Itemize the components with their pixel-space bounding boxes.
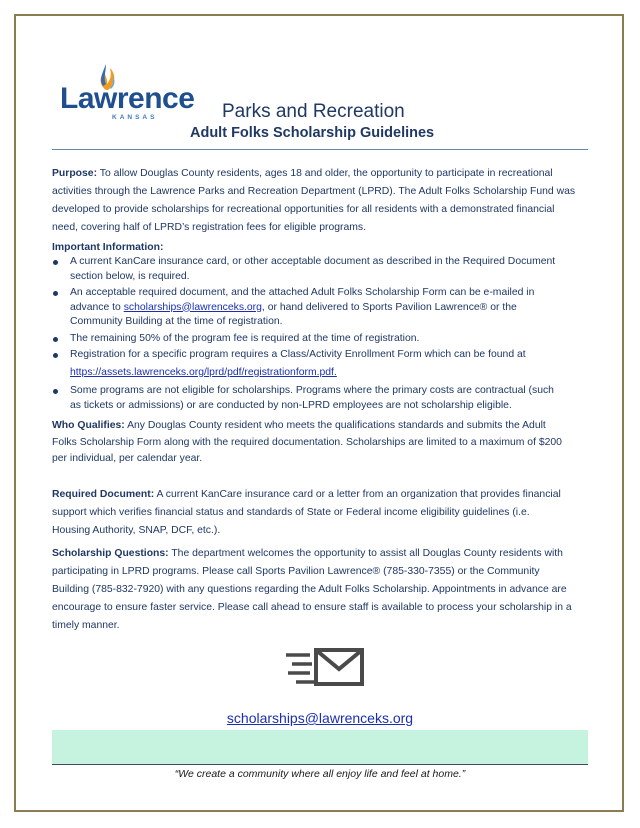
- questions-line: participating in LPRD programs. Please call Sports Pavilion Lawrence® (785-330-7355) or the Community: [52, 566, 540, 577]
- envelope-icon: [284, 647, 366, 689]
- list-item: [52, 255, 582, 284]
- registration-form-link[interactable]: https://assets.lawrenceks.org/lprd/pdf/registrationform.pdf.: [70, 366, 337, 378]
- required-line: A current KanCare insurance card or a letter from an organization that provides financial: [154, 489, 561, 500]
- required-document-section: [52, 486, 582, 540]
- list-item-text: Some programs are not eligible for scholarships. Programs where the primary costs are contractual (such: [70, 385, 554, 396]
- list-item-text: , or hand delivered to Sports Pavilion Lawrence® or the: [261, 301, 517, 313]
- required-line: Housing Authority, SNAP, DCF, etc.).: [52, 525, 221, 536]
- list-item: [52, 384, 582, 413]
- purpose-line: developed to provide scholarships for recreational opportunities for all residents with a demonstrated financial: [52, 204, 555, 215]
- list-item-text: Registration for a specific program requires a Class/Activity Enrollment Form which can be found at: [70, 349, 526, 360]
- who-qualifies-section: [52, 418, 582, 468]
- questions-line: timely manner.: [52, 620, 120, 631]
- purpose-section: [52, 165, 582, 237]
- questions-label: Scholarship Questions:: [52, 548, 169, 559]
- page-subtitle: Adult Folks Scholarship Guidelines: [190, 125, 435, 141]
- page-title: Parks and Recreation: [222, 101, 405, 122]
- list-item-text: An acceptable required document, and the attached Adult Folks Scholarship Form can be e-mailed in: [70, 287, 535, 298]
- logo-wordmark: Lawrence: [60, 82, 195, 115]
- questions-line: Building (785-832-7920) with any questions regarding the Adult Folks Scholarship. Appointments in advance are: [52, 584, 567, 595]
- who-line: Folks Scholarship Form along with the required documentation. Scholarships are limited to a maximum of $200: [52, 436, 562, 448]
- list-item-text: The remaining 50% of the program fee is required at the time of registration.: [70, 332, 420, 344]
- questions-line: The department welcomes the opportunity to assist all Douglas County residents with: [168, 548, 563, 559]
- required-label: Required Document:: [52, 489, 155, 500]
- footer-tagline: “We create a community where all enjoy life and feel at home.”: [174, 768, 466, 780]
- required-line: support which verifies financial status and standards of State or Federal income eligibility guidelines (i.e.: [52, 507, 530, 518]
- scholarship-email-link[interactable]: scholarships@lawrenceks.org: [123, 301, 262, 313]
- list-item-text: A current KanCare insurance card, or other acceptable document as described in the Required Document: [70, 256, 556, 267]
- list-item: [52, 348, 582, 380]
- purpose-line: need, covering half of LPRD’s registration fees for eligible programs.: [52, 222, 366, 233]
- list-item-text: as tickets or admissions) or are conducted by non-LPRD employees are not scholarship eligible.: [70, 399, 512, 411]
- list-item: [52, 286, 582, 330]
- questions-line: encourage to ensure faster service. Please call ahead to ensure staff is available to process your scholarship in a: [52, 602, 572, 613]
- who-line: per individual, per calendar year.: [52, 453, 203, 464]
- purpose-label: Purpose:: [52, 168, 98, 179]
- list-item-text: Community Building at the time of registration.: [70, 316, 283, 327]
- footer-email-link[interactable]: scholarships@lawrenceks.org: [226, 710, 414, 726]
- logo-subtitle: KANSAS: [112, 114, 158, 121]
- lawrence-logo: [60, 62, 195, 121]
- footer-divider: [52, 764, 588, 765]
- footer-band: [52, 730, 588, 764]
- list-item-text: advance to: [70, 301, 124, 313]
- list-item: [52, 332, 582, 347]
- scholarship-questions-section: [52, 545, 582, 635]
- who-label: Who Qualifies:: [52, 420, 125, 431]
- list-item-text: section below, is required.: [70, 270, 190, 282]
- important-list: [52, 255, 582, 415]
- important-label: Important Information:: [52, 242, 164, 253]
- header-divider: [52, 149, 588, 150]
- purpose-line: To allow Douglas County residents, ages 18 and older, the opportunity to participate in recreational: [97, 168, 553, 179]
- purpose-line: activities through the Lawrence Parks and Recreation Department (LPRD). The Adult Folks Scholarship Fund was: [52, 186, 576, 197]
- who-line: Any Douglas County resident who meets the qualifications standards and submits the Adult: [124, 420, 546, 431]
